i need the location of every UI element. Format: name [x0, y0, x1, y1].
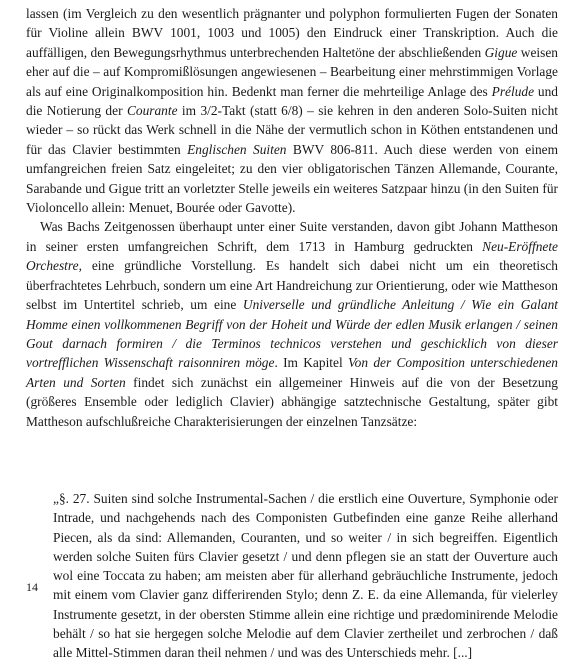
title-englische-suiten: Englischen Suiten — [187, 141, 287, 157]
text-run: im 3/2-Takt (statt 6/8) – sie kehren in den anderen Solo-Suiten nicht wieder – so rückt das Werk schnell in die Nähe der vermutlich schon in Köthen entstandenen und für das Clavier bestimmten — [26, 103, 559, 157]
text-run: Was Bachs Zeitgenossen überhaupt unter einer Suite verstanden, davon gibt Johann Mattheson in seiner ersten umfangreichen Schrift, dem 1713 in Hamburg gedruckten — [26, 219, 558, 254]
title-courante: Courante — [126, 103, 178, 119]
title-prelude: Prélude — [491, 83, 535, 99]
title-gigue: Gigue — [484, 44, 518, 60]
text-run: und die Notierung der — [26, 83, 558, 119]
text-run: lassen (im Vergleich zu den wesentlich prägnanter und polyphon formulierten Fugen der Sonaten für Violine allein BWV 1001, 1003 und 1005) den Eindruck einer Transkription. Auch die auffälligen, den Bewegungsrhythmus unterbrechenden Haltetöne der abschließenden — [26, 6, 558, 60]
page-number: 14 — [26, 580, 38, 594]
body-text — [26, 4, 558, 431]
title-chapter-composition: Von der Composition unterschiedenen Arten und Sorten — [26, 355, 558, 390]
text-run: BWV 806-811. Auch diese werden von einem umfangreichen freien Satz eingeleitet; zu den vier obligatorischen Tänzen Allemande, Courante, Sarabande und Gigue tritt an vorletzter Stelle jeweils ein weiteres Satzpaar hinzu (in den Suiten für Violoncello allein: Menuet, Bourée oder Gavotte). — [26, 141, 558, 216]
text-run: . Im Kapitel — [274, 355, 348, 371]
text-run: , eine gründliche Vorstellung. Es handelt sich dabei nicht um ein theoretisch überfrachtetes Lehrbuch, sondern um eine Art Handreichung zur Orientierung, oder wie Mattheson selbst im Untertitel schrieb, um eine — [26, 258, 558, 313]
block-quote: „§. 27. Suiten sind solche Instrumental-Sachen / die erstlich eine Ouverture, Symphonie oder Intrade, und nachgehends nach des Componisten Gutbefinden eine ganze Reihe allerhand Piecen, als da sind: Allemanden, Couranten, und so weiter / in sich begreiffen. Eigentlich werden solche Suiten fürs Clavier gesetzt / und denn pflegen sie an statt der Ouverture auch wol eine Toccata zu haben; am meisten aber für allerhand gebräuchliche Instrumente, jedoch mit einem vom Clavier ganz differirenden Stylo; denn Z. E. da eine Allemanda, für vielerley Instrumente gesetzt, in der obersten Stimme allein eine richtige und prædominirende Melodie behält / so hat sie hergegen solche Melodie auf dem Clavier zertheilet und zerbrochen / daß alle Mittel-Stimmen daran theil nehmen / und was des Unterschieds mehr. [...] — [53, 491, 558, 661]
text-run: findet sich zunächst ein allgemeiner Hinweis auf die von der Besetzung (größeres Ensemble oder lediglich Clavier) abhängige satztechnische Gestaltung, später gibt Mattheson aufschlußreiche Charakterisierungen der einzelnen Tanzsätze: — [26, 374, 558, 429]
paragraph-mattheson — [26, 217, 558, 430]
title-universelle-anleitung: Universelle und gründliche Anleitung / Wie ein Galant Homme einen vollkommenen Begriff von der Hoheit und Würde der edlen Musik erlangen / seinen Gout darnach formiren / die Terminos technicos verstehen und geschicklich von dieser vortrefflichen Wissenschaft raisonniren möge — [26, 297, 559, 371]
paragraph-suite-analysis — [26, 4, 558, 217]
title-neu-eroeffnete-orchestre: Neu-Eröffnete Orchestre — [26, 238, 558, 274]
text-run: weisen eher auf die – auf Kompromißlösungen angewiesenen – Bearbeitung einer mehrstimmigen Vorlage als auf eine Originalkomposition hin. Bedenkt man ferner die mehrteilige Anlage des — [26, 44, 558, 99]
